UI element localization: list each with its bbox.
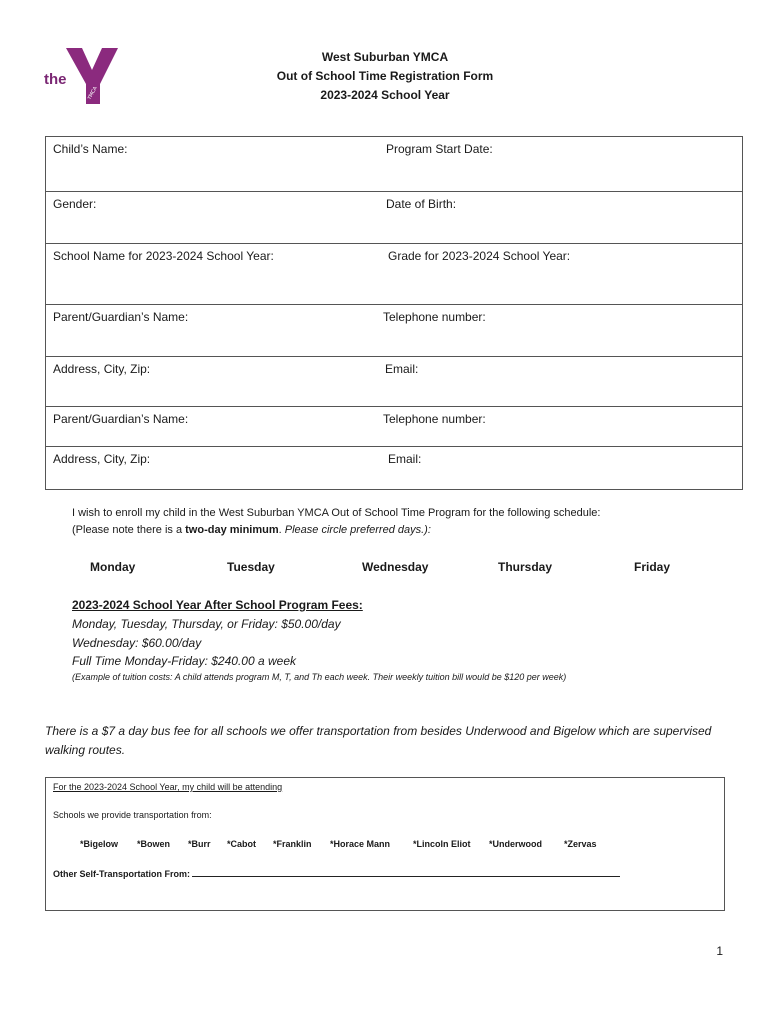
school-option[interactable]: *Lincoln Eliot [413,839,471,849]
enrollment-statement [72,505,600,539]
school-option[interactable]: *Cabot [227,839,256,849]
school-option[interactable]: *Bowen [137,839,171,849]
other-transportation-label: Other Self-Transportation From: [53,869,191,879]
svg-text:YMCA: YMCA [86,85,99,101]
school-box-title: For the 2023-2024 School Year, my child will be attending [53,782,283,792]
page-number: 1 [716,944,723,958]
info-row-address-1[interactable] [46,356,742,407]
field-label: Date of Birth: [386,197,457,211]
fee-line-full-time: Full Time Monday-Friday: $240.00 a week [72,654,296,668]
info-row-guardian-2[interactable] [46,406,742,447]
field-label: Program Start Date: [386,142,493,156]
enrollment-line-2 [72,522,600,539]
school-option[interactable]: *Horace Mann [330,839,391,849]
info-row-address-2[interactable] [46,446,742,491]
bus-fee-note: There is a $7 a day bus fee for all schools we offer transportation from besides Underwood and Bigelow which are supervised walking routes. [45,724,712,757]
info-row-child-name[interactable] [46,137,742,191]
school-option[interactable]: *Underwood [489,839,542,849]
day-wednesday[interactable]: Wednesday [362,560,429,574]
two-day-minimum: two-day minimum [185,524,279,536]
school-year: 2023-2024 School Year [320,88,450,102]
school-option[interactable]: *Franklin [273,839,312,849]
fee-line-wednesday: Wednesday: $60.00/day [72,636,202,650]
info-row-school[interactable] [46,243,742,305]
school-box-subtitle: Schools we provide transportation from: [53,810,212,820]
svg-text:the: the [44,71,67,88]
field-label: Address, City, Zip: [53,452,151,466]
form-title: Out of School Time Registration Form [276,69,494,83]
day-tuesday[interactable]: Tuesday [227,560,275,574]
fees-title: 2023-2024 School Year After School Program Fees: [72,598,363,612]
field-label: Email: [388,452,422,466]
school-option[interactable]: *Burr [188,839,211,849]
school-selection-box [45,777,725,911]
field-label: Telephone number: [383,412,486,426]
info-row-guardian-1[interactable] [46,304,742,357]
enrollment-line-1: I wish to enroll my child in the West Suburban YMCA Out of School Time Program for the following schedule: [72,507,601,519]
field-label: Gender: [53,197,97,211]
registration-info-table [45,136,743,490]
field-label: Address, City, Zip: [53,362,151,376]
other-transportation-field[interactable] [192,868,620,877]
field-label: Telephone number: [383,310,486,324]
enroll-note-text: (Please note there is a [72,524,186,536]
other-transportation [53,868,620,879]
info-row-gender[interactable] [46,191,742,244]
school-option[interactable]: *Zervas [564,839,597,849]
enroll-note-text: . [278,524,285,536]
day-friday[interactable]: Friday [634,560,671,574]
day-monday[interactable]: Monday [90,560,136,574]
form-header [0,48,770,105]
field-label: Child’s Name: [53,142,128,156]
field-label: Email: [385,362,419,376]
field-label: School Name for 2023-2024 School Year: [53,249,274,263]
circle-days-instruction: Please circle preferred days.): [284,524,431,536]
school-option[interactable]: *Bigelow [80,839,119,849]
fee-line-daily: Monday, Tuesday, Thursday, or Friday: $50.00/day [72,617,341,631]
field-label: Grade for 2023-2024 School Year: [388,249,571,263]
field-label: Parent/Guardian’s Name: [53,310,189,324]
field-label: Parent/Guardian’s Name: [53,412,189,426]
day-thursday[interactable]: Thursday [498,560,553,574]
org-name: West Suburban YMCA [321,50,449,64]
fee-example: (Example of tuition costs: A child attends program M, T, and Th each week. Their weekly tuition bill would be $120 per week) [72,672,567,682]
